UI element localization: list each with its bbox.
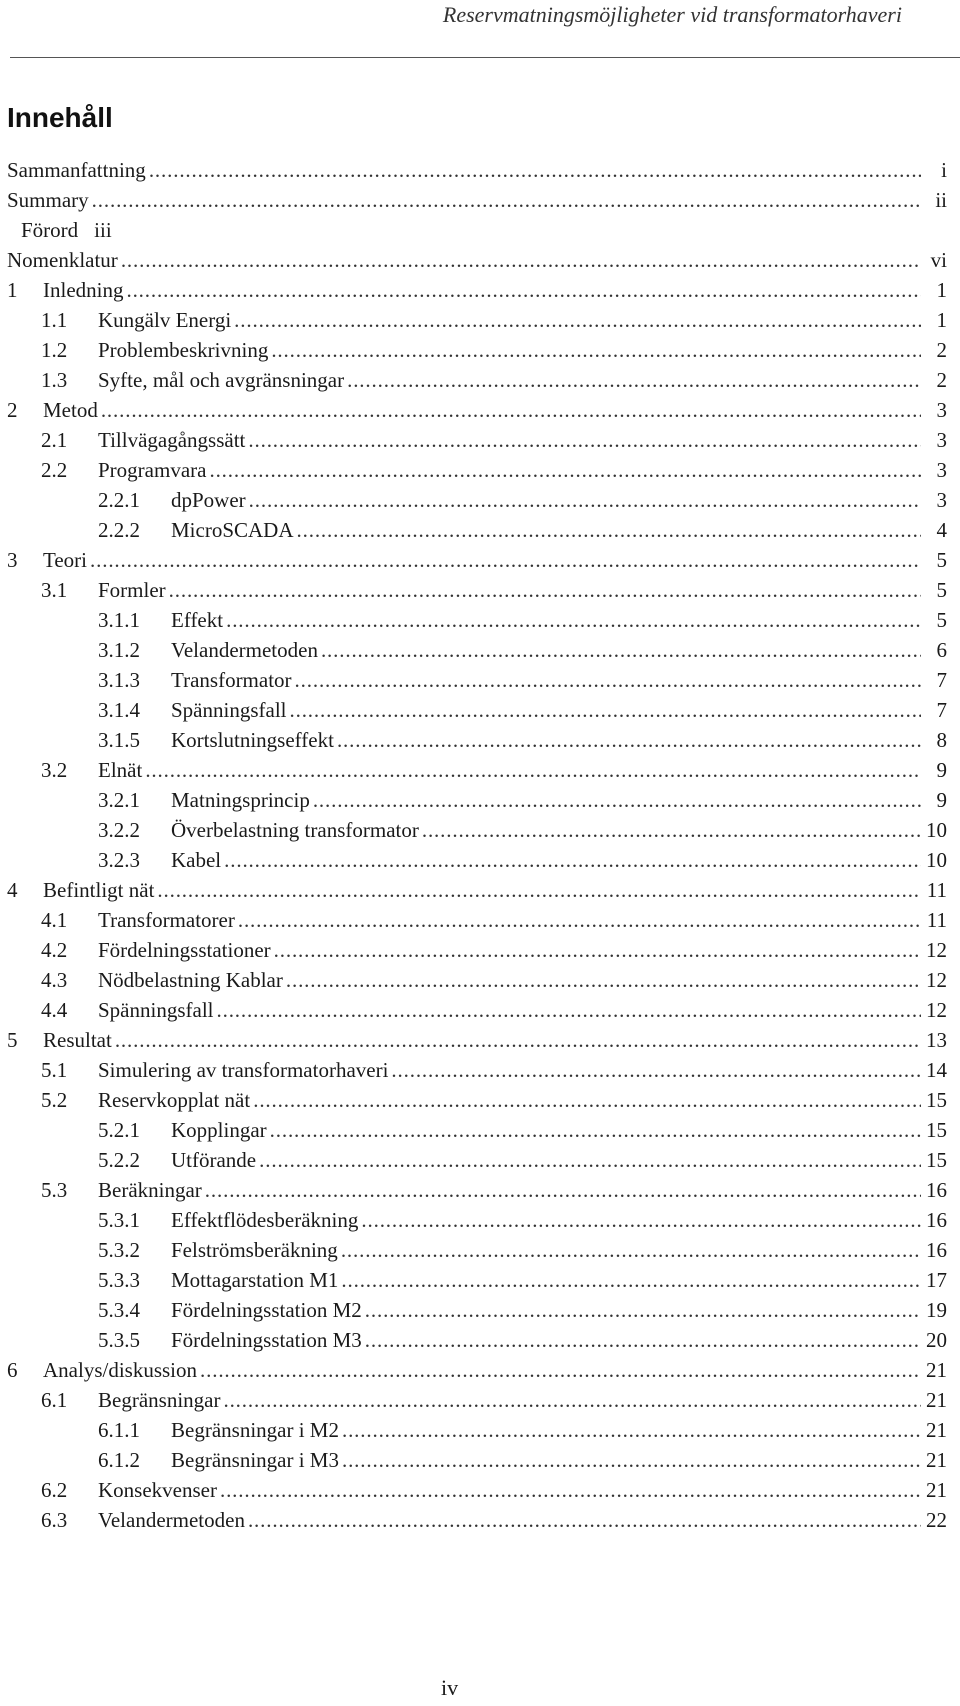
toc-dot-leader xyxy=(90,545,921,575)
toc-entry-number: 3 xyxy=(7,548,18,572)
toc-entry-page: 16 xyxy=(926,1238,947,1262)
toc-entry[interactable] xyxy=(7,155,947,185)
toc-entry-label: Inledning xyxy=(43,278,124,302)
toc-dot-leader xyxy=(361,1205,921,1235)
toc-entry[interactable] xyxy=(7,1265,947,1295)
toc-dot-leader xyxy=(259,1145,921,1175)
toc-dot-leader xyxy=(286,965,921,995)
toc-entry-page: 3 xyxy=(936,428,947,452)
toc-dot-leader xyxy=(149,155,921,185)
toc-entry[interactable] xyxy=(7,1235,947,1265)
toc-entry-label: Befintligt nät xyxy=(43,878,155,902)
toc-dot-leader xyxy=(422,815,921,845)
toc-entry-page: 12 xyxy=(926,968,947,992)
toc-entry-number: 3.1.3 xyxy=(98,668,140,692)
toc-dot-leader xyxy=(342,1445,921,1475)
toc-entry-number: 5.3.3 xyxy=(98,1268,140,1292)
toc-entry-page: 3 xyxy=(936,458,947,482)
toc-entry-number: 4.2 xyxy=(41,938,68,962)
toc-dot-leader xyxy=(217,995,922,1025)
toc-dot-leader xyxy=(169,575,921,605)
toc-entry-number: 5.2.2 xyxy=(98,1148,140,1172)
toc-entry-page: 2 xyxy=(936,338,947,362)
toc-entry-label: Överbelastning transformator xyxy=(171,818,419,842)
toc-entry[interactable] xyxy=(7,1415,947,1445)
toc-entry-page: 21 xyxy=(926,1418,947,1442)
toc-dot-leader xyxy=(126,275,921,305)
toc-dot-leader xyxy=(347,365,921,395)
toc-entry-number: 4.3 xyxy=(41,968,68,992)
toc-entry-label: Programvara xyxy=(98,458,207,482)
toc-entry-number: 4 xyxy=(7,878,18,902)
toc-entry[interactable] xyxy=(7,1175,947,1205)
toc-entry-page: i xyxy=(941,158,947,182)
toc-entry-label: Reservkopplat nät xyxy=(98,1088,251,1112)
toc-entry[interactable] xyxy=(7,1205,947,1235)
toc-entry-number: 3.1.4 xyxy=(98,698,140,722)
toc-dot-leader xyxy=(200,1355,921,1385)
toc-entry-number: 3.2 xyxy=(41,758,68,782)
toc-entry[interactable] xyxy=(7,1055,947,1085)
toc-entry-number: 1.2 xyxy=(41,338,68,362)
toc-entry-number: 3.2.2 xyxy=(98,818,140,842)
toc-dot-leader xyxy=(274,935,921,965)
toc-entry[interactable] xyxy=(7,815,947,845)
toc-entry-page: 5 xyxy=(936,578,947,602)
toc-entry-page: 6 xyxy=(936,638,947,662)
toc-entry-label: Teori xyxy=(43,548,88,572)
toc-entry[interactable] xyxy=(7,785,947,815)
toc-entry-label: Simulering av transformatorhaveri xyxy=(98,1058,389,1082)
toc-entry-page: 3 xyxy=(936,488,947,512)
toc-entry[interactable] xyxy=(7,1475,947,1505)
toc-entry-number: 5.3.4 xyxy=(98,1298,140,1322)
toc-dot-leader xyxy=(157,875,921,905)
toc-entry-page: 7 xyxy=(936,668,947,692)
toc-entry-number: 5.3.1 xyxy=(98,1208,140,1232)
toc-entry[interactable] xyxy=(7,1025,947,1055)
toc-dot-leader xyxy=(337,725,921,755)
toc-dot-leader xyxy=(271,335,921,365)
toc-entry-label: Kortslutningseffekt xyxy=(171,728,334,752)
toc-dot-leader xyxy=(115,1025,921,1055)
toc-entry[interactable] xyxy=(7,395,947,425)
toc-dot-leader xyxy=(220,1475,921,1505)
toc-entry-label: Metod xyxy=(43,398,98,422)
toc-entry-label: Utförande xyxy=(171,1148,257,1172)
toc-entry-page: 11 xyxy=(926,908,947,932)
toc-entry-label: Nomenklatur xyxy=(7,248,118,272)
toc-dot-leader xyxy=(365,1295,921,1325)
toc-entry-page: 5 xyxy=(936,608,947,632)
toc-entry-label: Effekt xyxy=(171,608,224,632)
toc-entry[interactable] xyxy=(7,665,947,695)
toc-entry-number: 3.2.1 xyxy=(98,788,140,812)
toc-entry-label: Beräkningar xyxy=(98,1178,202,1202)
toc-entry-page: 16 xyxy=(926,1178,947,1202)
toc-entry-page: 21 xyxy=(926,1388,947,1412)
toc-entry-label: Begränsningar xyxy=(98,1388,221,1412)
toc-entry[interactable] xyxy=(7,245,947,275)
toc-entry-page: 15 xyxy=(926,1148,947,1172)
toc-entry-number: 6.1.1 xyxy=(98,1418,140,1442)
toc-entry[interactable] xyxy=(7,1325,947,1355)
toc-entry-number: 3.1.2 xyxy=(98,638,140,662)
toc-entry[interactable] xyxy=(7,215,947,245)
toc-entry[interactable] xyxy=(7,1505,947,1535)
toc-entry[interactable] xyxy=(7,455,947,485)
toc-entry-label: Summary xyxy=(7,188,89,212)
toc-entry-number: 6 xyxy=(7,1358,18,1382)
toc-entry[interactable] xyxy=(7,1445,947,1475)
toc-entry-page: 10 xyxy=(926,848,947,872)
toc-entry[interactable] xyxy=(7,755,947,785)
toc-entry-number: 3.1 xyxy=(41,578,68,602)
toc-entry-page: iii xyxy=(94,218,112,242)
toc-entry-page: 22 xyxy=(926,1508,947,1532)
toc-title: Innehåll xyxy=(7,102,113,133)
toc-entry-number: 1.3 xyxy=(41,368,68,392)
toc-entry[interactable] xyxy=(7,1385,947,1415)
toc-dot-leader xyxy=(297,515,921,545)
table-of-contents xyxy=(7,155,947,1535)
toc-entry-number: 3.1.1 xyxy=(98,608,140,632)
toc-entry-page: 2 xyxy=(936,368,947,392)
toc-entry-label: Elnät xyxy=(98,758,143,782)
header-divider xyxy=(10,57,960,58)
toc-entry-number: 2.2 xyxy=(41,458,68,482)
toc-entry-page: 7 xyxy=(936,698,947,722)
toc-entry[interactable] xyxy=(7,365,947,395)
page-number: iv xyxy=(441,1675,459,1700)
toc-entry[interactable] xyxy=(7,875,947,905)
toc-entry-label: dpPower xyxy=(171,488,246,512)
toc-entry[interactable] xyxy=(7,1085,947,1115)
toc-entry-number: 5.1 xyxy=(41,1058,68,1082)
toc-entry-label: Fördelningsstation M3 xyxy=(171,1328,362,1352)
toc-entry-page: 14 xyxy=(926,1058,947,1082)
toc-entry-page: 13 xyxy=(926,1028,947,1052)
toc-entry[interactable] xyxy=(7,305,947,335)
toc-entry-page: 15 xyxy=(926,1118,947,1142)
toc-entry-label: Fördelningsstationer xyxy=(98,938,271,962)
toc-dot-leader xyxy=(224,845,921,875)
toc-entry-page: 12 xyxy=(926,938,947,962)
toc-entry[interactable] xyxy=(7,335,947,365)
toc-entry-label: Konsekvenser xyxy=(98,1478,217,1502)
toc-entry[interactable] xyxy=(7,545,947,575)
toc-entry-page: 21 xyxy=(926,1448,947,1472)
toc-dot-leader xyxy=(101,395,921,425)
toc-entry-label: Velandermetoden xyxy=(98,1508,245,1532)
toc-entry-page: 8 xyxy=(936,728,947,752)
toc-dot-leader xyxy=(321,635,921,665)
toc-entry-page: 19 xyxy=(926,1298,947,1322)
toc-entry[interactable] xyxy=(7,995,947,1025)
toc-entry[interactable] xyxy=(7,935,947,965)
toc-entry-label: Syfte, mål och avgränsningar xyxy=(98,368,345,392)
toc-entry-label: Spänningsfall xyxy=(171,698,287,722)
toc-dot-leader xyxy=(249,485,921,515)
toc-entry[interactable] xyxy=(7,275,947,305)
toc-entry-label: Tillvägagångssätt xyxy=(98,428,246,452)
toc-entry-number: 6.1.2 xyxy=(98,1448,140,1472)
toc-entry-label: Förord xyxy=(21,218,79,242)
toc-entry-page: vi xyxy=(930,248,947,272)
toc-entry[interactable] xyxy=(7,845,947,875)
toc-entry-label: Mottagarstation M1 xyxy=(171,1268,339,1292)
toc-entry-label: Begränsningar i M2 xyxy=(171,1418,339,1442)
toc-entry[interactable] xyxy=(7,515,947,545)
toc-entry-label: Spänningsfall xyxy=(98,998,214,1022)
toc-entry-page: 1 xyxy=(936,278,947,302)
toc-entry-label: Problembeskrivning xyxy=(98,338,269,362)
toc-dot-leader xyxy=(365,1325,921,1355)
toc-entry-page: 11 xyxy=(926,878,947,902)
toc-entry-number: 2.1 xyxy=(41,428,68,452)
toc-entry-label: Matningsprincip xyxy=(171,788,310,812)
toc-entry-page: 21 xyxy=(926,1358,947,1382)
toc-dot-leader xyxy=(238,905,921,935)
running-header: Reservmatningsmöjligheter vid transformatorhaveri xyxy=(442,2,902,27)
toc-dot-leader xyxy=(209,455,921,485)
toc-entry-number: 5.2 xyxy=(41,1088,68,1112)
toc-entry[interactable] xyxy=(7,185,947,215)
toc-entry-number: 4.4 xyxy=(41,998,68,1022)
toc-entry-label: Kopplingar xyxy=(171,1118,267,1142)
toc-entry-label: Begränsningar i M3 xyxy=(171,1448,339,1472)
toc-dot-leader xyxy=(248,425,921,455)
toc-dot-leader xyxy=(342,1415,921,1445)
toc-entry[interactable] xyxy=(7,1355,947,1385)
toc-entry-page: 5 xyxy=(936,548,947,572)
toc-entry-number: 6.3 xyxy=(41,1508,68,1532)
toc-entry-number: 6.1 xyxy=(41,1388,68,1412)
toc-entry-number: 3.1.5 xyxy=(98,728,140,752)
toc-entry[interactable] xyxy=(7,485,947,515)
toc-entry-page: 1 xyxy=(936,308,947,332)
toc-entry-label: Resultat xyxy=(43,1028,112,1052)
toc-dot-leader xyxy=(234,305,921,335)
toc-entry-label: Kungälv Energi xyxy=(98,308,232,332)
toc-entry-number: 5.3 xyxy=(41,1178,68,1202)
toc-dot-leader xyxy=(290,695,922,725)
toc-dot-leader xyxy=(145,755,921,785)
toc-entry-page: 15 xyxy=(926,1088,947,1112)
toc-entry[interactable] xyxy=(7,695,947,725)
toc-entry-label: Formler xyxy=(98,578,166,602)
toc-dot-leader xyxy=(391,1055,921,1085)
toc-entry-number: 4.1 xyxy=(41,908,68,932)
toc-entry-label: Felströmsberäkning xyxy=(171,1238,338,1262)
toc-entry-number: 5 xyxy=(7,1028,18,1052)
toc-entry-number: 2.2.2 xyxy=(98,518,140,542)
toc-entry-label: Effektflödesberäkning xyxy=(171,1208,359,1232)
toc-entry-number: 1 xyxy=(7,278,18,302)
toc-dot-leader xyxy=(253,1085,921,1115)
toc-dot-leader xyxy=(121,245,921,275)
toc-dot-leader xyxy=(341,1235,921,1265)
toc-dot-leader xyxy=(223,1385,921,1415)
toc-entry-label: Nödbelastning Kablar xyxy=(98,968,283,992)
toc-entry[interactable] xyxy=(7,1115,947,1145)
toc-entry-number: 6.2 xyxy=(41,1478,68,1502)
toc-entry[interactable] xyxy=(7,425,947,455)
toc-entry-page: 3 xyxy=(936,398,947,422)
toc-entry[interactable] xyxy=(7,1145,947,1175)
toc-dot-leader xyxy=(313,785,921,815)
toc-entry-page: 9 xyxy=(936,788,947,812)
toc-entry-page: 4 xyxy=(936,518,947,542)
toc-dot-leader xyxy=(226,605,921,635)
toc-entry-label: Transformatorer xyxy=(98,908,235,932)
toc-dot-leader xyxy=(295,665,921,695)
toc-entry-number: 1.1 xyxy=(41,308,68,332)
toc-entry-number: 2 xyxy=(7,398,18,422)
toc-entry[interactable] xyxy=(7,725,947,755)
toc-entry-page: 17 xyxy=(926,1268,947,1292)
toc-entry-label: Fördelningsstation M2 xyxy=(171,1298,362,1322)
toc-entry-number: 2.2.1 xyxy=(98,488,140,512)
toc-entry-page: 10 xyxy=(926,818,947,842)
toc-entry-page: 9 xyxy=(936,758,947,782)
toc-entry-label: MicroSCADA xyxy=(171,518,294,542)
toc-entry[interactable] xyxy=(7,905,947,935)
toc-entry[interactable] xyxy=(7,965,947,995)
toc-dot-leader xyxy=(248,1505,921,1535)
toc-entry-page: 20 xyxy=(926,1328,947,1352)
toc-entry-label: Kabel xyxy=(171,848,222,872)
toc-dot-leader xyxy=(341,1265,921,1295)
toc-entry-page: 12 xyxy=(926,998,947,1022)
toc-entry-page: 21 xyxy=(926,1478,947,1502)
toc-entry-page: ii xyxy=(935,188,947,212)
toc-dot-leader xyxy=(270,1115,921,1145)
toc-entry[interactable] xyxy=(7,1295,947,1325)
toc-entry[interactable] xyxy=(7,635,947,665)
toc-entry-label: Transformator xyxy=(171,668,292,692)
toc-entry[interactable] xyxy=(7,605,947,635)
toc-entry-label: Sammanfattning xyxy=(7,158,146,182)
toc-entry[interactable] xyxy=(7,575,947,605)
toc-entry-page: 16 xyxy=(926,1208,947,1232)
toc-entry-number: 5.3.5 xyxy=(98,1328,140,1352)
toc-dot-leader xyxy=(92,185,921,215)
toc-entry-number: 3.2.3 xyxy=(98,848,140,872)
toc-entry-label: Velandermetoden xyxy=(171,638,318,662)
toc-entry-label: Analys/diskussion xyxy=(43,1358,198,1382)
toc-dot-leader xyxy=(205,1175,921,1205)
toc-entry-number: 5.3.2 xyxy=(98,1238,140,1262)
toc-entry-number: 5.2.1 xyxy=(98,1118,140,1142)
